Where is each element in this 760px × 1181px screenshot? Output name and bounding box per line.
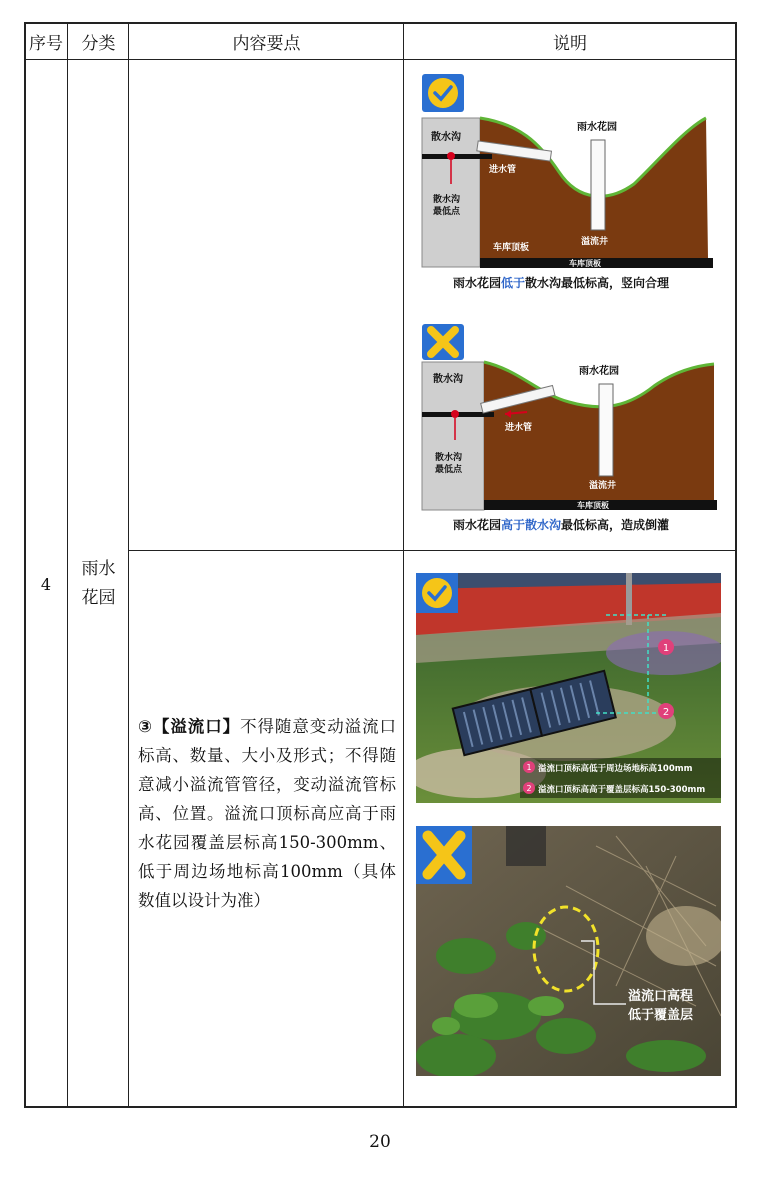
legend-2: 溢流口顶标高高于覆盖层标高150-300mm <box>538 785 706 795</box>
pole <box>626 573 632 625</box>
label-low-1-wrong: 散水沟 <box>435 453 463 463</box>
label-low-2: 最低点 <box>433 207 461 217</box>
photo-wrong-overflow <box>416 826 721 1076</box>
label-garden: 雨水花园 <box>577 122 617 133</box>
diagram-correct-svg <box>419 72 719 272</box>
page-number: 20 <box>369 1132 391 1152</box>
svg-text:1: 1 <box>526 763 532 772</box>
table-border-bottom <box>24 1106 736 1108</box>
caption-wrong-c: 最低标高，造成倒灌 <box>561 518 670 532</box>
diagram-correct <box>419 72 719 272</box>
overflow-well <box>591 140 605 230</box>
low-point-marker-wrong <box>451 410 459 418</box>
label-inlet-pipe: 进水管 <box>489 165 517 175</box>
caption-correct-b: 低于 <box>501 276 526 290</box>
overflow-well-wrong <box>599 384 613 476</box>
photo-check-icon <box>422 578 452 608</box>
content-body: 不得随意变动溢流口标高、数量、大小及形式；不得随意减小溢流管管径，变动溢流管标高、位置。溢流口顶标高应高于雨水花园覆盖层标高150-300mm、低于周边场地标高100mm（具体数值以设计为准） <box>138 717 396 910</box>
header-note: 说明 <box>553 33 587 54</box>
note-line2: 低于覆盖层 <box>628 1008 694 1023</box>
diagram-wrong <box>419 322 719 512</box>
label-well-wrong: 溢流井 <box>589 481 617 491</box>
header-category: 分类 <box>81 33 116 54</box>
check-icon <box>428 78 458 108</box>
label-inlet-wrong: 进水管 <box>505 423 533 433</box>
col-divider-3 <box>403 22 404 1108</box>
legend-1: 溢流口顶标高低于周边场地标高100mm <box>538 764 693 774</box>
header-content: 内容要点 <box>232 33 301 54</box>
content-marker: ③【溢流口】 <box>138 717 241 736</box>
label-low-1: 散水沟 <box>433 195 461 205</box>
caption-correct-c: 散水沟最低标高，竖向合理 <box>525 276 670 290</box>
row-category <box>68 60 129 1108</box>
label-roof-wrong: 车库顶板 <box>577 501 609 510</box>
diagram-wrong-caption <box>453 516 669 533</box>
header-index: 序号 <box>29 33 63 54</box>
photo-correct-overflow <box>416 573 721 803</box>
row-index: 4 <box>40 574 52 594</box>
label-ditch-wrong: 散水沟 <box>433 374 463 385</box>
diagram-correct-caption <box>453 274 669 291</box>
category-line1: 雨水 <box>81 559 116 579</box>
mark-1-text: 1 <box>662 643 670 654</box>
label-low-2-wrong: 最低点 <box>435 465 463 475</box>
caption-correct-a: 雨水花园 <box>453 276 502 290</box>
svg-text:2: 2 <box>526 784 532 793</box>
label-roof-left: 车库顶板 <box>493 243 530 253</box>
low-point-marker <box>447 152 455 160</box>
caption-wrong-b: 高于散水沟 <box>501 518 562 532</box>
content-text-block <box>138 712 396 915</box>
table-border-right <box>735 22 737 1108</box>
note-line1: 溢流口高程 <box>628 989 694 1004</box>
label-garden-wrong: 雨水花园 <box>579 366 619 377</box>
label-overflow-well: 溢流井 <box>581 237 609 247</box>
mark-2-text: 2 <box>662 707 670 718</box>
label-roof-bar: 车库顶板 <box>569 259 601 268</box>
caption-wrong-a: 雨水花园 <box>453 518 502 532</box>
diagram-wrong-svg <box>419 322 719 512</box>
ditch-level-line <box>422 154 492 159</box>
label-ditch: 散水沟 <box>431 132 461 143</box>
row-divider <box>128 550 736 551</box>
photo-wrong-svg <box>416 826 721 1076</box>
photo-correct-svg <box>416 573 721 803</box>
category-line2: 花园 <box>81 588 116 608</box>
